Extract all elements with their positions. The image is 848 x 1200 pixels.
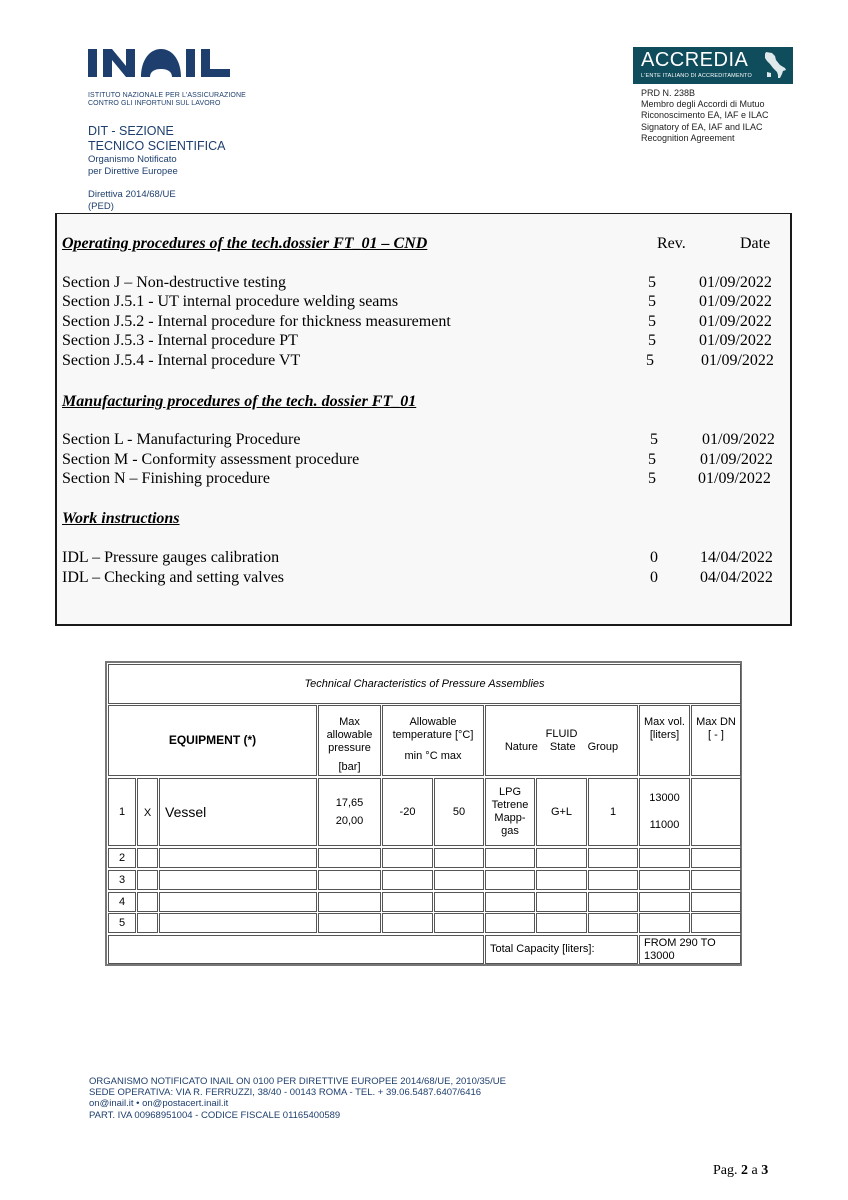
date-header: Date xyxy=(740,235,771,252)
temperature-header-line: temperature [°C] xyxy=(392,729,474,741)
row-number: 4 xyxy=(118,895,126,908)
procedure-item: Section J.5.2 - Internal procedure for thickness measurement xyxy=(62,313,451,330)
empty-cell xyxy=(485,870,535,890)
empty-cell xyxy=(485,848,535,868)
footer-line: PART. IVA 00968951004 - CODICE FISCALE 01165400589 xyxy=(89,1109,341,1121)
fluid-nature-line: gas xyxy=(501,825,519,837)
empty-cell xyxy=(639,848,690,868)
procedure-date: 01/09/2022 xyxy=(699,293,772,310)
procedure-rev: 0 xyxy=(650,569,658,586)
accreditation-line: Signatory of EA, IAF and ILAC xyxy=(641,121,763,132)
department-block xyxy=(88,124,226,178)
row-number-cell xyxy=(108,913,136,933)
procedure-date: 01/09/2022 xyxy=(701,352,774,369)
max-volume-cell xyxy=(639,778,690,846)
row-number-cell xyxy=(108,892,136,912)
row-number: 3 xyxy=(118,873,126,886)
section-heading: Work instructions xyxy=(62,510,180,527)
row-mark-cell xyxy=(137,778,158,846)
inail-logo xyxy=(88,47,242,79)
temp-min-value: -20 xyxy=(399,805,416,818)
equipment-name: Vessel xyxy=(165,803,207,820)
technical-characteristics-table xyxy=(105,661,742,966)
empty-cell xyxy=(382,892,433,912)
total-value-cell xyxy=(639,935,741,964)
procedure-item: Section J – Non-destructive testing xyxy=(62,274,286,291)
procedure-date: 14/04/2022 xyxy=(700,549,773,566)
max-dn-header-line: Max DN xyxy=(696,716,736,728)
procedure-date: 01/09/2022 xyxy=(702,431,775,448)
total-spacer-cell xyxy=(108,935,484,964)
accreditation-line: Riconoscimento EA, IAF e ILAC xyxy=(641,110,769,121)
empty-cell xyxy=(588,913,638,933)
temperature-min-max-label: min °C max xyxy=(404,750,462,762)
directive-line: (PED) xyxy=(88,201,114,212)
inail-subtitle-line: CONTRO GLI INFORTUNI SUL LAVORO xyxy=(88,100,221,107)
empty-cell xyxy=(159,870,317,890)
footer-email-line: on@inail.it • on@postacert.inail.it xyxy=(89,1098,229,1110)
procedure-rev: 5 xyxy=(648,451,656,468)
empty-cell xyxy=(159,848,317,868)
empty-cell xyxy=(434,892,484,912)
empty-cell xyxy=(137,892,158,912)
procedure-item: Section N – Finishing procedure xyxy=(62,470,270,487)
inail-subtitle xyxy=(88,92,246,108)
footer-line: SEDE OPERATIVA: VIA R. FERRUZZI, 38/40 - 00143 ROMA - TEL. + 39.06.5487.6407/6416 xyxy=(89,1087,482,1099)
department-line: per Direttive Europee xyxy=(88,166,178,177)
fluid-header-cell xyxy=(485,705,638,776)
procedure-rev: 5 xyxy=(646,352,654,369)
fluid-nature-line: Tetrene xyxy=(491,799,529,811)
department-line: Organismo Notificato xyxy=(88,154,177,165)
procedure-item: Section J.5.1 - UT internal procedure welding seams xyxy=(62,293,399,310)
procedure-item: IDL – Pressure gauges calibration xyxy=(62,549,280,566)
procedure-date: 04/04/2022 xyxy=(700,569,773,586)
empty-cell xyxy=(588,870,638,890)
table-title: Technical Characteristics of Pressure Assemblies xyxy=(304,677,545,690)
inail-subtitle-line: ISTITUTO NAZIONALE PER L'ASSICURAZIONE xyxy=(88,92,246,99)
fluid-nature-line: LPG xyxy=(498,786,521,798)
fluid-state-cell xyxy=(536,778,587,846)
procedure-item: Section J.5.3 - Internal procedure PT xyxy=(62,332,298,349)
procedure-rev: 5 xyxy=(648,293,656,310)
equipment-header-cell xyxy=(108,705,317,776)
empty-cell xyxy=(536,913,587,933)
empty-cell xyxy=(318,913,381,933)
empty-cell xyxy=(382,913,433,933)
pressure-header-line: allowable xyxy=(326,729,373,741)
empty-cell xyxy=(691,870,741,890)
max-volume-header-cell xyxy=(639,705,690,776)
footer xyxy=(89,1076,506,1121)
empty-cell xyxy=(137,848,158,868)
empty-cell xyxy=(318,892,381,912)
italy-map-icon xyxy=(763,50,789,85)
page-total: 3 xyxy=(761,1163,769,1178)
row-number-cell xyxy=(108,870,136,890)
fluid-nature-cell xyxy=(485,778,535,846)
empty-cell xyxy=(434,848,484,868)
total-capacity-value: 13000 xyxy=(644,949,675,962)
empty-cell xyxy=(159,892,317,912)
procedure-rev: 5 xyxy=(648,313,656,330)
pressure-cell xyxy=(318,778,381,846)
row-mark: X xyxy=(143,807,152,819)
directive-block xyxy=(88,189,176,213)
temp-max-value: 50 xyxy=(452,805,466,818)
max-volume-value: 11000 xyxy=(649,819,680,831)
empty-cell xyxy=(639,870,690,890)
total-capacity-label: Total Capacity [liters]: xyxy=(490,943,595,955)
row-number-cell xyxy=(108,778,136,846)
accreditation-line: Recognition Agreement xyxy=(641,132,735,143)
temp-max-cell xyxy=(434,778,484,846)
fluid-state-header: State xyxy=(549,740,576,753)
row-number: 2 xyxy=(118,851,126,864)
empty-cell xyxy=(639,892,690,912)
procedure-item: Section M - Conformity assessment procedure xyxy=(62,451,360,468)
procedure-item: IDL – Checking and setting valves xyxy=(62,569,285,586)
empty-cell xyxy=(485,892,535,912)
empty-cell xyxy=(434,913,484,933)
empty-cell xyxy=(588,892,638,912)
empty-cell xyxy=(318,870,381,890)
max-volume-header-line: Max vol. xyxy=(644,716,685,728)
empty-cell xyxy=(536,870,587,890)
fluid-state-value: G+L xyxy=(550,805,573,818)
max-dn-cell xyxy=(691,778,741,846)
row-number: 5 xyxy=(118,916,126,929)
fluid-header: FLUID xyxy=(545,727,578,740)
temperature-header-line: Allowable xyxy=(409,716,457,728)
fluid-nature-line: Mapp- xyxy=(494,812,526,824)
pressure-unit: [bar] xyxy=(338,761,361,773)
empty-cell xyxy=(639,913,690,933)
max-dn-header-line: [ - ] xyxy=(708,729,724,741)
pressure-value: 17,65 xyxy=(335,797,364,809)
pressure-header-line: Max xyxy=(339,716,360,728)
empty-cell xyxy=(382,870,433,890)
footer-line: ORGANISMO NOTIFICATO INAIL ON 0100 PER DIRETTIVE EUROPEE 2014/68/UE, 2010/35/UE xyxy=(89,1076,506,1087)
empty-cell xyxy=(691,892,741,912)
procedures-box xyxy=(55,213,792,626)
section-heading: Operating procedures of the tech.dossier FT_01 – CND xyxy=(62,235,428,252)
page-current: 2 xyxy=(741,1163,748,1178)
procedure-rev: 5 xyxy=(648,274,656,291)
procedure-rev: 0 xyxy=(650,549,658,566)
total-label-cell xyxy=(485,935,638,964)
procedure-rev: 5 xyxy=(648,470,656,487)
department-line: TECNICO SCIENTIFICA xyxy=(88,139,226,153)
empty-cell xyxy=(588,848,638,868)
empty-cell xyxy=(485,913,535,933)
accredia-name: ACCREDIA xyxy=(641,49,749,71)
rev-header: Rev. xyxy=(657,235,686,252)
total-capacity-value: FROM 290 TO xyxy=(644,936,716,949)
fluid-group-cell xyxy=(588,778,638,846)
empty-cell xyxy=(137,870,158,890)
department-line: DIT - SEZIONE xyxy=(88,124,174,138)
procedure-date: 01/09/2022 xyxy=(699,313,772,330)
empty-cell xyxy=(159,913,317,933)
equipment-header: EQUIPMENT (*) xyxy=(168,733,257,747)
procedure-date: 01/09/2022 xyxy=(700,451,773,468)
pressure-header-line: pressure xyxy=(328,742,371,754)
max-volume-header-line: [liters] xyxy=(649,729,680,741)
procedure-date: 01/09/2022 xyxy=(699,274,772,291)
empty-cell xyxy=(382,848,433,868)
empty-cell xyxy=(691,913,741,933)
temperature-header-cell xyxy=(382,705,484,776)
procedure-date: 01/09/2022 xyxy=(699,332,772,349)
accreditation-line: PRD N. 238B xyxy=(641,88,696,98)
row-number-cell xyxy=(108,848,136,868)
temp-min-cell xyxy=(382,778,433,846)
accredia-logo xyxy=(633,47,793,84)
empty-cell xyxy=(434,870,484,890)
procedure-rev: 5 xyxy=(648,332,656,349)
pressure-value: 20,00 xyxy=(335,815,364,827)
pressure-header-cell xyxy=(318,705,381,776)
equipment-cell xyxy=(159,778,317,846)
section-heading: Manufacturing procedures of the tech. dossier FT_01 xyxy=(62,393,417,410)
procedure-date: 01/09/2022 xyxy=(698,470,771,487)
accreditation-line: Membro degli Accordi di Mutuo xyxy=(641,99,765,110)
accredia-tagline: L'ENTE ITALIANO DI ACCREDITAMENTO xyxy=(641,73,752,79)
procedure-item: Section L - Manufacturing Procedure xyxy=(62,431,301,448)
empty-cell xyxy=(318,848,381,868)
fluid-group-value: 1 xyxy=(609,805,617,818)
page-number xyxy=(713,1163,768,1179)
max-dn-header-cell xyxy=(691,705,741,776)
procedure-rev: 5 xyxy=(650,431,658,448)
page-separator: a xyxy=(751,1163,758,1178)
page-prefix: Pag. xyxy=(713,1163,738,1178)
directive-line: Direttiva 2014/68/UE xyxy=(88,189,176,200)
fluid-nature-header: Nature xyxy=(504,740,538,753)
max-volume-value: 13000 xyxy=(649,792,680,804)
empty-cell xyxy=(536,848,587,868)
accreditation-info xyxy=(641,88,769,144)
row-number: 1 xyxy=(118,805,126,818)
empty-cell xyxy=(536,892,587,912)
empty-cell xyxy=(691,848,741,868)
empty-cell xyxy=(137,913,158,933)
fluid-group-header: Group xyxy=(587,740,619,753)
table-title-cell xyxy=(108,664,741,704)
procedure-item: Section J.5.4 - Internal procedure VT xyxy=(62,352,301,369)
